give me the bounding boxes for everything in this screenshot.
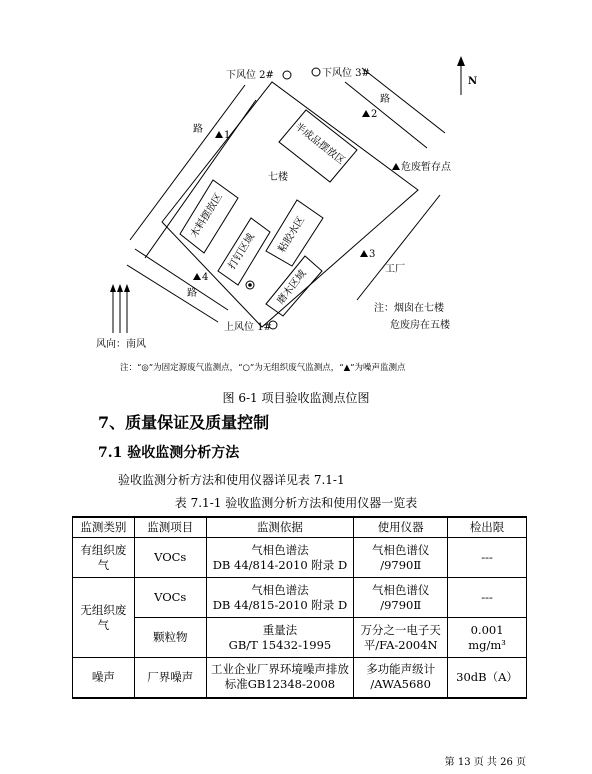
basis-method: 重量法 <box>262 622 298 637</box>
table-row <box>73 618 527 658</box>
cell-category: 有组织废气 <box>73 538 135 578</box>
basis-standard: 标准GB12348-2008 <box>224 677 336 692</box>
unorganized-monitor-3-icon <box>312 68 320 76</box>
limit-value: 0.001 <box>470 622 504 637</box>
cell-basis <box>206 538 354 578</box>
label-factory: 工厂 <box>385 264 405 275</box>
cell-basis <box>206 618 354 658</box>
section-heading: 7、质量保证及质量控制 <box>98 413 270 432</box>
figure-caption: 图 6-1 项目验收监测点位图 <box>222 391 370 405</box>
instrument-model: /9790Ⅱ <box>380 597 422 612</box>
cell-basis <box>206 658 354 698</box>
label-sanding-area: 磨木区域 <box>275 268 309 307</box>
table-row <box>73 538 527 578</box>
instrument-name: 万分之一电子天 <box>360 622 441 637</box>
instrument-model: /AWA5680 <box>370 677 431 692</box>
label-building: 七楼 <box>268 172 288 183</box>
note-line-1: 注：烟囱在七楼 <box>374 303 444 314</box>
cell-limit <box>448 618 527 658</box>
header-category: 监测类别 <box>73 517 135 538</box>
cell-limit: 30dB（A） <box>448 658 527 698</box>
table-caption: 表 7.1-1 验收监测分析方法和使用仪器一览表 <box>174 496 418 510</box>
basis-method: 气相色谱法 <box>251 582 309 597</box>
noise-point-2-icon <box>362 110 370 117</box>
intro-paragraph: 验收监测分析方法和使用仪器详见表 7.1-1 <box>118 473 345 487</box>
header-instrument: 使用仪器 <box>354 517 448 538</box>
label-semi-product-area: 半成品摆放区 <box>292 121 347 167</box>
note-line-2: 危废房在五楼 <box>390 320 450 331</box>
instrument-name: 气相色谱仪 <box>371 542 430 557</box>
instrument-model: /9790Ⅱ <box>380 557 422 572</box>
cell-instrument <box>354 578 448 618</box>
cell-instrument <box>354 538 448 578</box>
table-header-row <box>73 517 527 538</box>
cell-instrument <box>354 658 448 698</box>
basis-method: 工业企业厂界环境噪声排放 <box>210 662 349 677</box>
label-downwind-3: 下风位 3# <box>322 68 370 79</box>
label-north: N <box>468 76 478 87</box>
basis-standard: GB/T 15432-1995 <box>228 637 332 652</box>
cell-category: 噪声 <box>73 658 135 698</box>
label-point-1: 1 <box>224 130 231 141</box>
label-downwind-2: 下风位 2# <box>226 70 274 81</box>
label-wind-direction: 风向：南风 <box>96 339 146 350</box>
cell-item: VOCs <box>134 578 206 618</box>
label-road-top: 路 <box>380 94 390 105</box>
noise-point-3-icon <box>360 250 368 257</box>
monitoring-site-map <box>0 0 592 380</box>
unorganized-monitor-2-icon <box>283 71 291 79</box>
instrument-model: 平/FA-2004N <box>363 637 438 652</box>
fixed-source-monitor-icon <box>246 281 254 289</box>
label-hazard-store: 危废暂存点 <box>401 162 451 173</box>
cell-item: 颗粒物 <box>134 618 206 658</box>
cell-limit: --- <box>448 578 527 618</box>
cell-item: VOCs <box>134 538 206 578</box>
page-number: 第 13 页 共 26 页 <box>444 757 526 768</box>
subsection-heading: 7.1 验收监测分析方法 <box>98 445 240 461</box>
instrument-name: 多功能声级计 <box>366 662 436 677</box>
label-upwind-1: 上风位 1# <box>224 322 272 333</box>
label-wood-area: 木料摆放区 <box>188 191 225 240</box>
instrument-name: 气相色谱仪 <box>371 582 430 597</box>
cell-category: 无组织废气 <box>73 578 135 658</box>
cell-limit: --- <box>448 538 527 578</box>
cell-basis <box>206 578 354 618</box>
basis-standard: DB 44/815-2010 附录 D <box>212 597 348 612</box>
label-road-bottom: 路 <box>187 288 197 299</box>
hazard-noise-point-icon <box>392 163 400 170</box>
header-limit: 检出限 <box>448 517 527 538</box>
header-basis: 监测依据 <box>206 517 354 538</box>
label-point-2: 2 <box>371 109 378 120</box>
map-legend: 注：“◎”为固定源废气监测点，“○”为无组织废气监测点，“▲”为噪声监测点 <box>120 363 406 373</box>
table-row <box>73 578 527 618</box>
label-point-4: 4 <box>202 272 209 283</box>
label-glue-area: 粘胶水区 <box>276 214 308 255</box>
label-road-left: 路 <box>193 124 203 135</box>
noise-point-4-icon <box>193 273 201 280</box>
table-row <box>73 658 527 698</box>
header-item: 监测项目 <box>134 517 206 538</box>
basis-standard: DB 44/814-2010 附录 D <box>212 557 348 572</box>
noise-point-1-icon <box>215 131 223 138</box>
methods-table <box>72 516 527 699</box>
label-point-3: 3 <box>369 249 376 260</box>
cell-instrument <box>354 618 448 658</box>
cell-item: 厂界噪声 <box>134 658 206 698</box>
label-nail-area: 打钉区域 <box>226 231 258 272</box>
basis-method: 气相色谱法 <box>251 542 309 557</box>
limit-unit: mg/m³ <box>468 637 506 652</box>
